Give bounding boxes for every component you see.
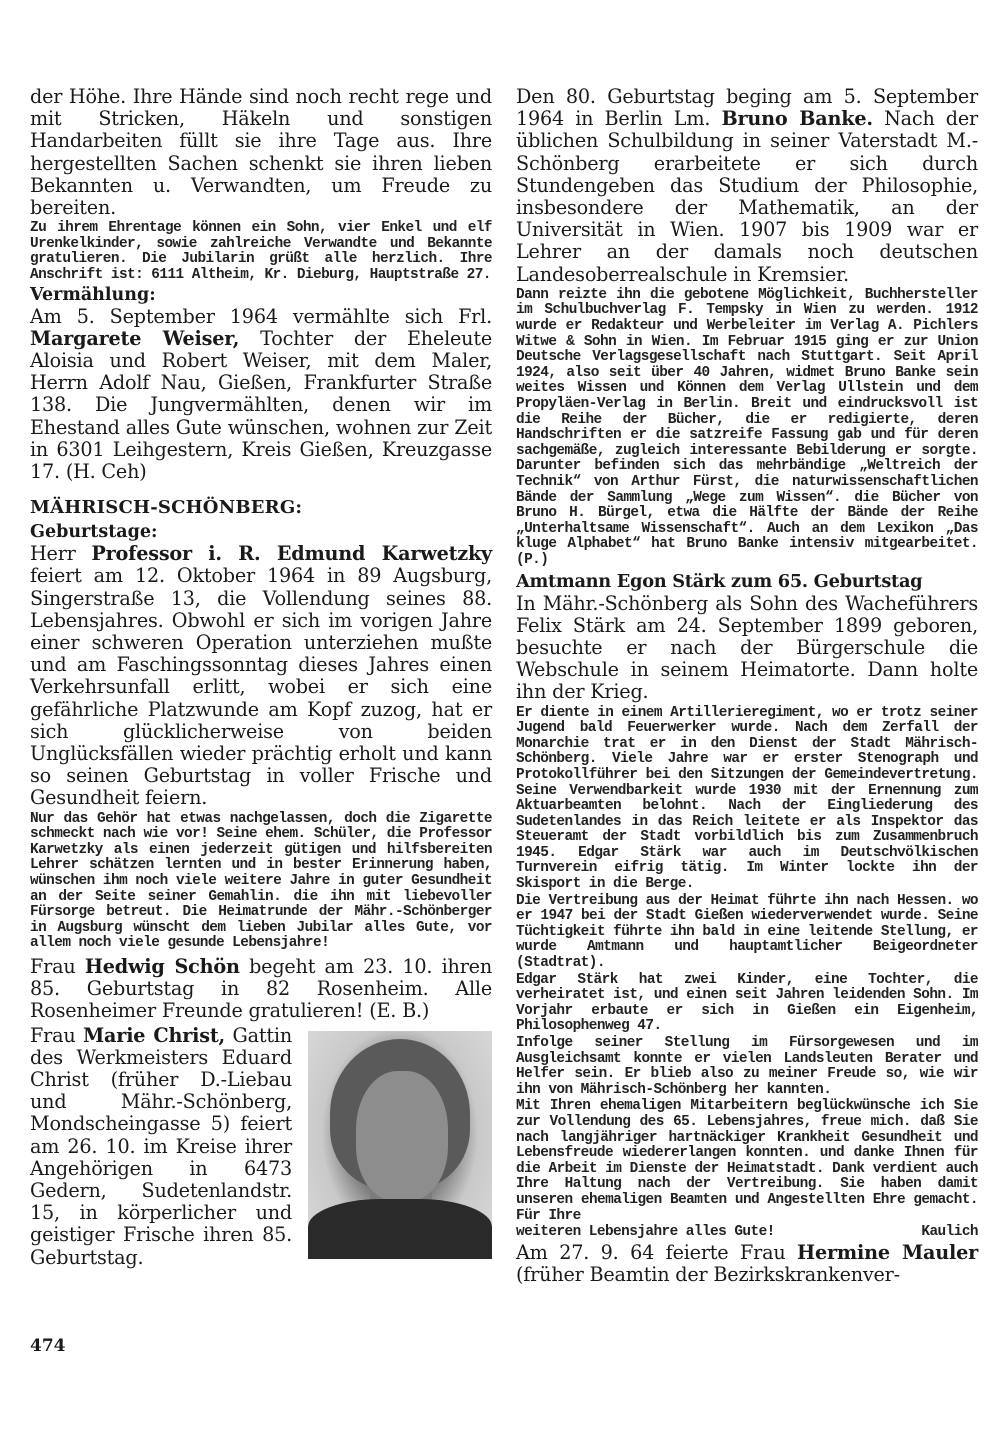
wedding-paragraph <box>30 306 492 484</box>
intro-paragraph: der Höhe. Ihre Hände sind noch recht rege und mit Stricken, Häkeln und sonstigen Handarbeiten füllt sie ihre Tage aus. Ihre hergestellten Sachen schenkt sie ihren lieben Bekannten u. Verwandten, um Freude zu bereiten. <box>30 85 492 220</box>
karwetzky-text-after: feiert am 12. Oktober 1964 in 89 Augsburg, Singerstraße 13, die Vollendung seines 88. Lebensjahres. Obwohl er sich im vorigen Jahre einer schweren Operation unterziehen mußte und am Faschingssonntag dieses Jahres einen Verkehrsunfall erlitt, wobei er sich eine gefährliche Platzwunde am Kopf zuzog, hat er sich glücklicherweise von beiden Unglücksfällen wieder prächtig erholt und kann so seinen Geburtstag in voller Frische und Gesundheit feiern. <box>30 564 492 810</box>
christ-text-before: Frau <box>30 1023 84 1047</box>
birthdays-heading: Geburtstage: <box>30 522 158 543</box>
staerk-small-3: Edgar Stärk hat zwei Kinder, eine Tochter, die verheiratet ist, und einen seit Jahren leidenden Sohn. Im Vorjahr erbaute er sich in Gießen ein Eigenheim, Philosophenweg 47. <box>516 971 978 1035</box>
christ-paragraph <box>30 1025 292 1269</box>
staerk-small-2: Die Vertreibung aus der Heimat führte ihn nach Hessen. wo er 1947 bei der Stadt Gießen wiederverwendet wurde. Seine Tüchtigkeit führte ihn bald in eine leitende Stellung, er wurde Amtmann und hauptamtlicher Beigeordneter (Stadtrat). <box>516 892 978 972</box>
wedding-heading: Vermählung: <box>30 284 156 305</box>
wedding-text-after: Tochter der Eheleute Aloisia und Robert Weiser, mit dem Maler, Herrn Adolf Nau, Gießen, Frankfurter Straße 138. Die Jungvermählten, denen wir im Ehestand alles Gute wünschen, wohnen zur Zeit in 6301 Leihgestern, Kreis Gießen, Kreuzgasse 17. (H. Ceh) <box>30 326 492 484</box>
karwetzky-name: Professor i. R. Edmund Karwetzky <box>91 542 492 566</box>
wedding-text-before: Am 5. September 1964 vermählte sich Frl. <box>30 304 492 328</box>
karwetzky-paragraph <box>30 543 492 809</box>
portrait-photo <box>308 1031 492 1259</box>
banke-paragraph <box>516 86 978 286</box>
staerk-closing <box>516 1225 978 1241</box>
staerk-heading: Amtmann Egon Stärk zum 65. Geburtstag <box>516 570 923 592</box>
karwetzky-small-paragraph: Nur das Gehör hat etwas nachgelassen, doch die Zigarette schmeckt nach wie vor! Seine ehem. Schüler, die Professor Karwetzky als einen jederzeit gütigen und hilfsbereiten Lehrer schätzen lernten und in bester Erinnerung haben, wünschen ihm noch viele weitere Jahre in guter Gesundheit an der Seite seiner Gemahlin. die ihn mit liebevoller Fürsorge betreut. Die Heimatrunde der Mähr.-Schönberger in Augsburg wünscht dem lieben Jubilar alles Gute, vor allem noch viele gesunde Lebensjahre! <box>30 810 492 952</box>
christ-block <box>30 1023 492 1269</box>
christ-name: Marie Christ, <box>83 1023 225 1047</box>
schoen-text-before: Frau <box>30 955 85 978</box>
banke-name: Bruno Banke. <box>721 107 873 131</box>
page-number: 474 <box>30 1336 66 1356</box>
staerk-intro: In Mähr.-Schönberg als Sohn des Wacheführers Felix Stärk am 24. September 1899 geboren, besuchte er nach der Bürgerschule die Webschule in seinem Heimatorte. Dann holte ihn der Krieg. <box>516 591 978 704</box>
mauler-text-after: (früher Beamtin der Bezirkskrankenver- <box>516 1262 900 1286</box>
schoen-text-after: begeht am 23. 10. ihren 85. Geburtstag in 82 Rosenheim. Alle Rosenheimer Freunde gratulieren! (E. B.) <box>30 955 492 1023</box>
signature: Kaulich <box>921 1224 978 1241</box>
photo-coat <box>308 1199 492 1259</box>
mauler-name: Hermine Mauler <box>797 1240 978 1264</box>
staerk-small-1: Er diente in einem Artillerieregiment, wo er trotz seiner Jugend bald Feuerwerker wurde. Nach dem Zerfall der Monarchie trat er in den Dienst der Stadt Mährisch-Schönberg. Viele Jahre war er erster Stenograph und Protokollführer bei den Sitzungen der Gemeindevertretung. Seine Verwendbarkeit wurde 1930 mit der Ernennung zum Aktuarbeamten belohnt. Nach der Eingliederung des Sudetenlandes in das Reich leitete er als Inspektor das Steueramt der Stadt vorbildlich bis zum Zusammenbruch 1945. Edgar Stärk war auch im Deutschvölkischen Turnverein eifrig tätig. Im Winter lockte ihn der Skisport in die Berge. <box>516 704 978 893</box>
staerk-small-4: Infolge seiner Stellung im Fürsorgewesen und im Ausgleichsamt konnte er vielen Landsleuten Berater und Helfer sein. Er blieb also zu meiner Freude so, wie wir ihn von Mährisch-Schönberg her kannten. <box>516 1035 978 1098</box>
schoen-paragraph <box>30 956 492 1023</box>
karwetzky-text-before: Herr <box>30 542 92 566</box>
right-column <box>516 86 978 1286</box>
wedding-name: Margarete Weiser, <box>30 326 240 350</box>
left-column <box>30 85 492 1269</box>
closing-line: weiteren Lebensjahre alles Gute! <box>516 1224 775 1241</box>
mauler-text-before: Am 27. 9. 64 feierte Frau <box>516 1240 798 1264</box>
mauler-paragraph <box>516 1242 978 1286</box>
section-heading: MÄHRISCH-SCHÖNBERG: <box>30 497 303 519</box>
photo-face <box>356 1071 448 1201</box>
christ-text-after: Gattin des Werkmeisters Eduard Christ (früher D.-Liebau und Mähr.-Schönberg, Mondscheingasse 5) feiert am 26. 10. im Kreise ihrer Angehörigen in 6473 Gedern, Sudetenlandstr. 15, in körperlicher und geistiger Frische ihren 85. Geburtstag. <box>30 1023 292 1269</box>
banke-text-after: Nach der üblichen Schulbildung in seiner Vaterstadt M.-Schönberg erarbeitete er sich durch Stundengeben das Studium der Philosophie, insbesondere der Mathematik, an der Universität in Wien. 1907 bis 1909 war er Lehrer an der damals noch deutschen Landesoberrealschule in Kremsier. <box>516 107 979 286</box>
banke-small-paragraph: Dann reizte ihn die gebotene Möglichkeit, Buchhersteller im Schulbuchverlag F. Tempsky in Wien zu werden. 1912 wurde er Redakteur und Werbeleiter im Verlag A. Pichlers Witwe & Sohn in Wien. Im Februar 1915 ging er zur Union Deutsche Verlagsgesellschaft nach Stuttgart. Seit April 1924, also seit über 40 Jahren, widmet Bruno Banke sein weites Wissen und Können dem Verlag Ullstein und dem Propyläen-Verlag in Berlin. Breit und eindrucksvoll ist die Reihe der Bücher, die er redigierte, deren Handschriften er die satzreife Fassung gab und für deren sachgemäße, zugleich interessante Bebilderung er sorgte. Darunter befinden sich das mehrbändige „Weltreich der Technik“ von Arthur Fürst, die naturwissenschaftlichen Bände der Sammlung „Wege zum Wissen“. die Bücher von Bruno H. Bürgel, etwa die Hälfte der Bände der Reihe „Unterhaltsame Wissenschaft“. Auch an dem Lexikon „Das kluge Alphabet“ hat Bruno Banke intensiv mitgearbeitet. (P.) <box>516 286 978 568</box>
schoen-name: Hedwig Schön <box>84 955 240 978</box>
staerk-small-5: Mit Ihren ehemaligen Mitarbeitern beglückwünsche ich Sie zur Vollendung des 65. Lebensjahres, freue mich. daß Sie nach langjähriger hartnäckiger Krankheit Gesundheit und Lebensfreude wiedererlangen konnten. und danke Ihnen für die Arbeit im Dienste der Heimatstadt. Dank verdient auch Ihre Haltung nach der Vertreibung. Sie haben damit unseren ehemaligen Beamten und Angestellten Ehre gemacht. Für Ihre <box>516 1098 978 1224</box>
intro-small-paragraph: Zu ihrem Ehrentage können ein Sohn, vier Enkel und elf Urenkelkinder, sowie zahlreiche Verwandte und Bekannte gratulieren. Die Jubilarin grüßt alle herzlich. Ihre Anschrift ist: 6111 Altheim, Kr. Dieburg, Hauptstraße 27. <box>30 220 492 283</box>
banke-text-before: Den 80. Geburtstag beging am 5. September 1964 in Berlin Lm. <box>516 85 978 131</box>
